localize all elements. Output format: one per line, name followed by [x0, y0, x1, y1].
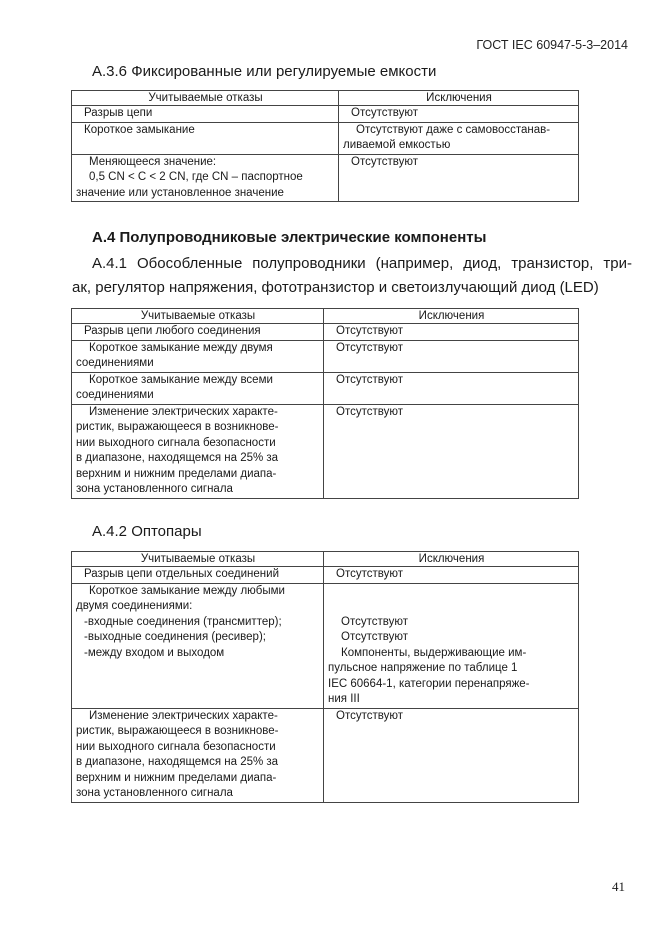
exclusion-cell: Отсутствуют	[324, 708, 579, 802]
table-row	[72, 154, 579, 202]
fault-cell: Короткое замыкание	[72, 122, 339, 154]
section-a36-title: А.3.6 Фиксированные или регулируемые емкости	[92, 63, 437, 80]
fault-cell: Разрыв цепи любого соединения	[72, 324, 324, 341]
table-row	[72, 708, 579, 802]
table-row	[72, 324, 579, 341]
section-a4-title: А.4 Полупроводниковые электрические компоненты	[92, 229, 487, 246]
table-row	[72, 106, 579, 123]
column-header-exclusions: Исключения	[339, 91, 579, 106]
exclusion-cell: Отсутствуют даже с самовосстанав- ливаемой емкостью	[339, 122, 579, 154]
table-header-row	[72, 91, 579, 106]
exclusion-cell: Отсутствуют	[324, 567, 579, 584]
column-header-exclusions: Исключения	[324, 552, 579, 567]
exclusion-cell: Отсутствуют Отсутствуют Компоненты, выдерживающие им- пульсное напряжение по таблице 1 IEC 60664-1, категории перенапряже- ния III	[324, 583, 579, 708]
document-header: ГОСТ IEC 60947-5-3–2014	[476, 38, 628, 52]
exclusion-cell: Отсутствуют	[324, 372, 579, 404]
exclusion-cell: Отсутствуют	[324, 404, 579, 498]
fault-cell: Разрыв цепи	[72, 106, 339, 123]
fault-cell: Разрыв цепи отдельных соединений	[72, 567, 324, 584]
table-row	[72, 567, 579, 584]
section-a42-title: А.4.2 Оптопары	[92, 523, 202, 540]
table-semiconductors	[71, 308, 579, 499]
paragraph-line: А.4.1 Обособленные полупроводники (например, диод, транзистор, три-	[92, 255, 632, 272]
fault-cell: Изменение электрических характе- ристик, выражающееся в возникнове- нии выходного сигнала безопасности в диапазоне, находящемся на 25% за верхним и нижним пределами диапа- зона установленного сигнала	[72, 708, 324, 802]
table-header-row	[72, 552, 579, 567]
column-header-faults: Учитываемые отказы	[72, 552, 324, 567]
table-row	[72, 583, 579, 708]
table-optocouplers	[71, 551, 579, 803]
page-number: 41	[612, 879, 625, 894]
section-a41-paragraph	[72, 252, 632, 300]
fault-cell: Короткое замыкание между двумя соединениями	[72, 340, 324, 372]
fault-cell: Меняющееся значение: 0,5 CN < C < 2 CN, где CN – паспортное значение или установленное значение	[72, 154, 339, 202]
exclusion-cell: Отсутствуют	[324, 340, 579, 372]
exclusion-cell: Отсутствуют	[324, 324, 579, 341]
fault-cell: Короткое замыкание между любыми двумя соединениями: -входные соединения (трансмиттер); -выходные соединения (ресивер); -между входом и выходом	[72, 583, 324, 708]
table-row	[72, 372, 579, 404]
table-capacitors	[71, 90, 579, 202]
table-row	[72, 404, 579, 498]
table-row	[72, 340, 579, 372]
exclusion-cell: Отсутствуют	[339, 154, 579, 202]
fault-cell: Короткое замыкание между всеми соединениями	[72, 372, 324, 404]
column-header-faults: Учитываемые отказы	[72, 309, 324, 324]
column-header-faults: Учитываемые отказы	[72, 91, 339, 106]
fault-cell: Изменение электрических характе- ристик, выражающееся в возникнове- нии выходного сигнала безопасности в диапазоне, находящемся на 25% за верхним и нижним пределами диапа- зона установленного сигнала	[72, 404, 324, 498]
table-header-row	[72, 309, 579, 324]
table-row	[72, 122, 579, 154]
column-header-exclusions: Исключения	[324, 309, 579, 324]
paragraph-line: ак, регулятор напряжения, фототранзистор и светоизлучающий диод (LED)	[72, 279, 599, 296]
exclusion-cell: Отсутствуют	[339, 106, 579, 123]
